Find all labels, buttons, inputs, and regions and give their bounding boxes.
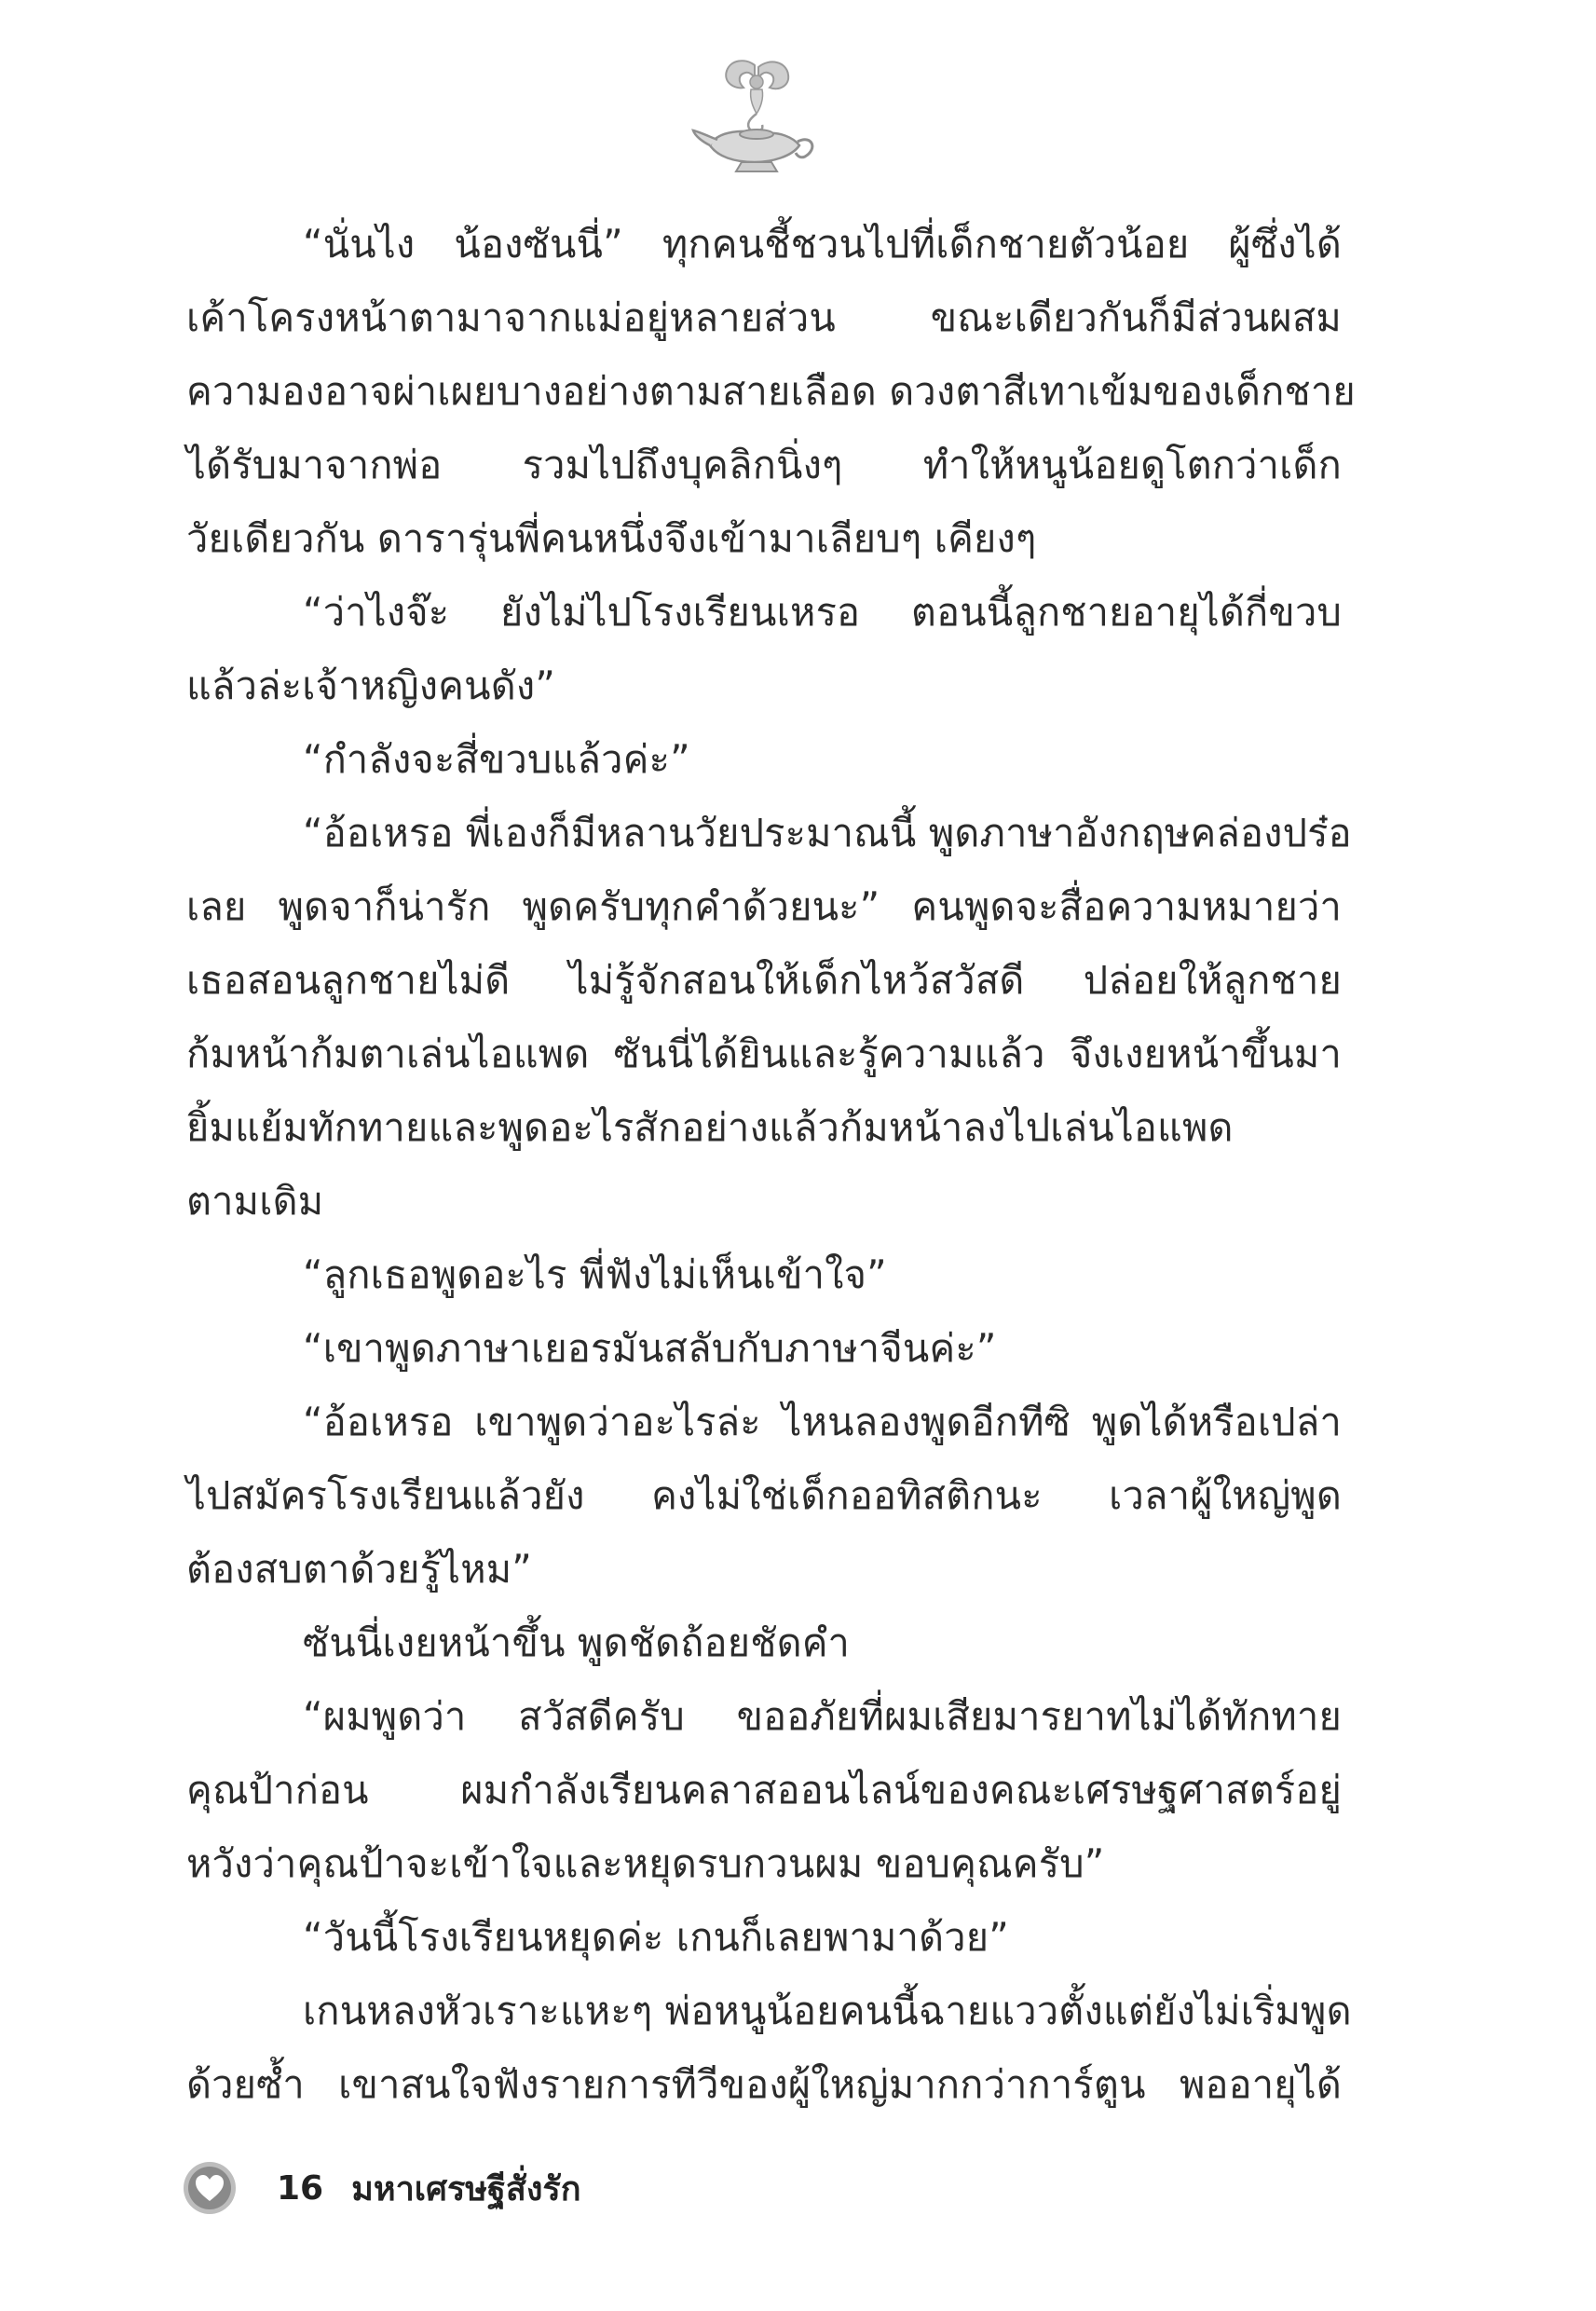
text-line: “ลูกเธอพูดอะไร พี่ฟังไม่เห็นเข้าใจ”	[303, 1251, 887, 1297]
text-line: คุณป้าก่อน ผมกำลังเรียนคลาสออนไลน์ของคณะเศรษฐศาสตร์อยู่	[186, 1767, 1342, 1812]
text-line: “เขาพูดภาษาเยอรมันสลับกับภาษาจีนค่ะ”	[303, 1325, 997, 1371]
text-line: ความองอาจผ่าเผยบางอย่างตามสายเลือด ดวงตาสีเทาเข้มของเด็กชาย	[186, 368, 1356, 414]
text-line: “ผมพูดว่า สวัสดีครับ ขออภัยที่ผมเสียมารยาทไม่ได้ทักทาย	[303, 1693, 1342, 1739]
text-line: “อ้อเหรอ พี่เองก็มีหลานวัยประมาณนี้ พูดภาษาอังกฤษคล่องปร๋อ	[303, 810, 1352, 855]
text-line: วัยเดียวกัน ดารารุ่นพี่คนหนึ่งจึงเข้ามาเลียบๆ เคียงๆ	[186, 515, 1037, 561]
heart-badge-icon	[182, 2160, 238, 2216]
text-line: “วันนี้โรงเรียนหยุดค่ะ เกนก็เลยพามาด้วย”	[303, 1914, 1009, 1960]
genie-lamp-cupid-icon	[689, 56, 820, 177]
text-line: ซันนี่เงยหน้าขึ้น พูดชัดถ้อยชัดคำ	[303, 1620, 851, 1665]
text-line: ด้วยซ้ำ เขาสนใจฟังรายการทีวีของผู้ใหญ่มากกว่าการ์ตูน พออายุได้	[186, 2061, 1342, 2107]
page-footer	[182, 2160, 581, 2216]
text-line: ก้มหน้าก้มตาเล่นไอแพด ซันนี่ได้ยินและรู้ความแล้ว จึงเงยหน้าขึ้นมา	[186, 1031, 1342, 1076]
text-line: ได้รับมาจากพ่อ รวมไปถึงบุคลิกนิ่งๆ ทำให้หนูน้อยดูโตกว่าเด็ก	[186, 442, 1342, 487]
page-body-text	[186, 207, 1356, 2121]
text-line: หวังว่าคุณป้าจะเข้าใจและหยุดรบกวนผม ขอบคุณครับ”	[186, 1840, 1105, 1886]
text-line: “นั่นไง น้องซันนี่” ทุกคนชี้ชวนไปที่เด็กชายตัวน้อย ผู้ซึ่งได้	[303, 221, 1342, 267]
text-line: เธอสอนลูกชายไม่ดี ไม่รู้จักสอนให้เด็กไหว้สวัสดี ปล่อยให้ลูกชาย	[186, 957, 1342, 1003]
text-line: “ว่าไงจ๊ะ ยังไม่ไปโรงเรียนเหรอ ตอนนี้ลูกชายอายุได้กี่ขวบ	[303, 589, 1342, 635]
text-line: เกนหลงหัวเราะแหะๆ พ่อหนูน้อยคนนี้ฉายแววตั้งแต่ยังไม่เริ่มพูด	[303, 1988, 1352, 2033]
text-line: ไปสมัครโรงเรียนแล้วยัง คงไม่ใช่เด็กออทิสติกนะ เวลาผู้ใหญ่พูด	[186, 1472, 1342, 1518]
text-line: ต้องสบตาด้วยรู้ไหม”	[186, 1546, 533, 1592]
text-line: ตามเดิม	[186, 1178, 324, 1224]
text-line: เลย พูดจาก็น่ารัก พูดครับทุกคำด้วยนะ” คนพูดจะสื่อความหมายว่า	[186, 883, 1342, 929]
text-line: “อ้อเหรอ เขาพูดว่าอะไรล่ะ ไหนลองพูดอีกทีซิ พูดได้หรือเปล่า	[303, 1399, 1342, 1444]
book-title: มหาเศรษฐีสั่งรัก	[351, 2169, 581, 2208]
text-line: แล้วล่ะเจ้าหญิงคนดัง”	[186, 663, 556, 708]
text-line: ยิ้มแย้มทักทายและพูดอะไรสักอย่างแล้วก้มหน้าลงไปเล่นไอแพด	[186, 1104, 1234, 1150]
text-line: “กำลังจะสี่ขวบแล้วค่ะ”	[303, 736, 690, 782]
text-line: เค้าโครงหน้าตามาจากแม่อยู่หลายส่วน ขณะเดียวกันก็มีส่วนผสม	[186, 294, 1342, 340]
page-number: 16	[277, 2168, 324, 2208]
